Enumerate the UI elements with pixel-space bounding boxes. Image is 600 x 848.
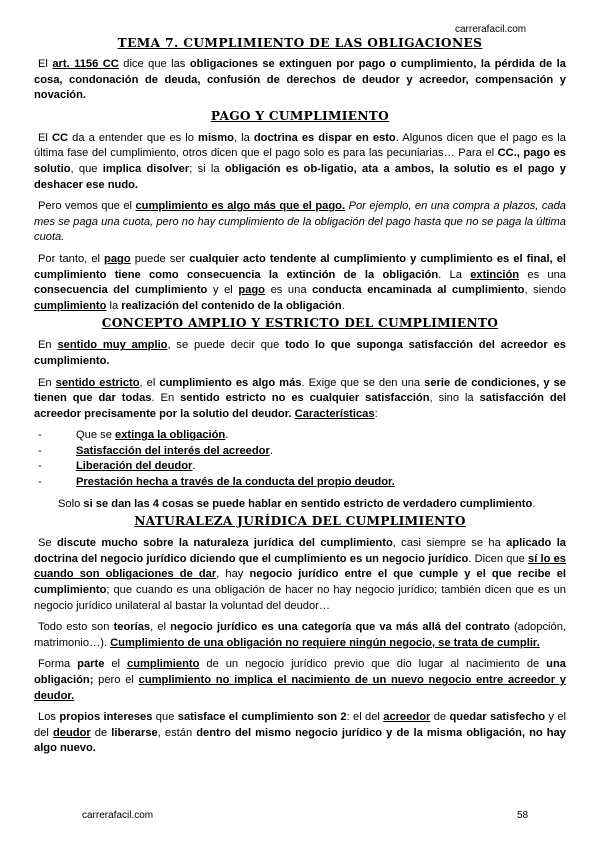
paragraph-art-1156: El art. 1156 CC dice que las obligaciones se extinguen por pago o cumplimiento, la pérdida de la cosa, condonación de deuda, confusión de derechos de deudor y acreedor, compensación y novación. [34, 58, 566, 102]
footer-site: carrerafacil.com [82, 810, 154, 821]
caracteristicas-list [34, 428, 566, 490]
paragraph-cc-pago: El CC da a entender que es lo mismo, la doctrina es dispar en esto. Algunos dicen que el pago es la última fase del cumplimiento, otros dicen que el pago solo es para las pecuniarias… Para el CC., pago es solutio, que implica disolver; si la obligación es ob-ligatio, ata a ambos, la solutio es el pago y deshacer ese nudo. [34, 131, 566, 191]
paragraph-sentido-estricto: En sentido estricto, el cumplimiento es algo más. Exige que se den una serie de condiciones, y se tienen que dar todas. En sentido estricto no es cualquier satisfacción, sino la satisfacción del acreedor precisamente por la solutio del deudor. Características: [34, 376, 566, 420]
paragraph-forma-parte: Forma parte el cumplimiento de un negocio jurídico previo que dio lugar al nacimiento de una obligación; pero el cumplimiento no implica el nacimiento de un nuevo negocio entre acreedor y deudor. [34, 658, 566, 702]
page-title: TEMA 7. CUMPLIMIENTO DE LAS OBLIGACIONES [117, 36, 483, 50]
heading-pago-y-cumplimiento: PAGO Y CUMPLIMIENTO [210, 108, 390, 123]
header-site: carrerafacil.com [455, 24, 527, 35]
heading-concepto-amplio-estricto: CONCEPTO AMPLIO Y ESTRICTO DEL CUMPLIMIENTO [101, 316, 499, 331]
paragraph-solo-4-cosas: Solo si se dan las 4 cosas se puede hablar en sentido estricto de verdadero cumplimiento. [58, 497, 536, 510]
list-item: - Prestación hecha a través de la conducta del propio deudor. [34, 475, 566, 491]
paragraph-propios-intereses: Los propios intereses que satisface el cumplimiento son 2: el del acreedor de quedar satisfecho y el del deudor de liberarse, están dentro del mismo negocio jurídico y de la misma obligación, no hay algo nuevo. [34, 711, 567, 755]
list-item: - Liberación del deudor. [34, 459, 566, 475]
list-item: - Que se extinga la obligación. [34, 428, 566, 444]
paragraph-teorias: Todo esto son teorías, el negocio jurídico es una categoría que va más allá del contrato (adopción, matrimonio…). Cumplimiento de una obligación no requiere ningún negocio, se trata de cumplir. [34, 621, 566, 649]
paragraph-cumplimiento-mas-que-pago: Pero vemos que el cumplimiento es algo más que el pago. Por ejemplo, en una compra a plazos, cada mes se paga una cuota, pero no hay cumplimiento de la obligación del pago hasta que no se paga la última cuota. [34, 200, 566, 244]
paragraph-discute-naturaleza: Se discute mucho sobre la naturaleza jurídica del cumplimiento, casi siempre se ha aplicado la doctrina del negocio jurídico diciendo que el cumplimiento es un negocio jurídico. Dicen que sí lo es cuando son obligaciones de dar, hay negocio jurídico entre el que cumple y el que recibe el cumplimiento; que cuando es una obligación de hacer no hay negocio jurídico; también dicen que es un negocio jurídico unilateral al bastar la voluntad del deudor… [34, 537, 567, 612]
paragraph-sentido-amplio: En sentido muy amplio, se puede decir que todo lo que suponga satisfacción del acreedor es cumplimiento. [34, 339, 566, 367]
heading-naturaleza-juridica: NATURALEZA JURÍDICA DEL CUMPLIMIENTO [134, 514, 466, 529]
list-item: - Satisfacción del interés del acreedor. [34, 444, 566, 460]
paragraph-por-tanto: Por tanto, el pago puede ser cualquier acto tendente al cumplimiento y cumplimiento es el final, el cumplimiento tiene como consecuencia la extinción de la obligación. La extinción es una consecuencia del cumplimiento y el pago es una conducta encaminada al cumplimiento, siendo cumplimiento la realización del contenido de la obligación. [34, 252, 567, 312]
page-content [34, 36, 566, 757]
page-number: 58 [517, 810, 529, 821]
